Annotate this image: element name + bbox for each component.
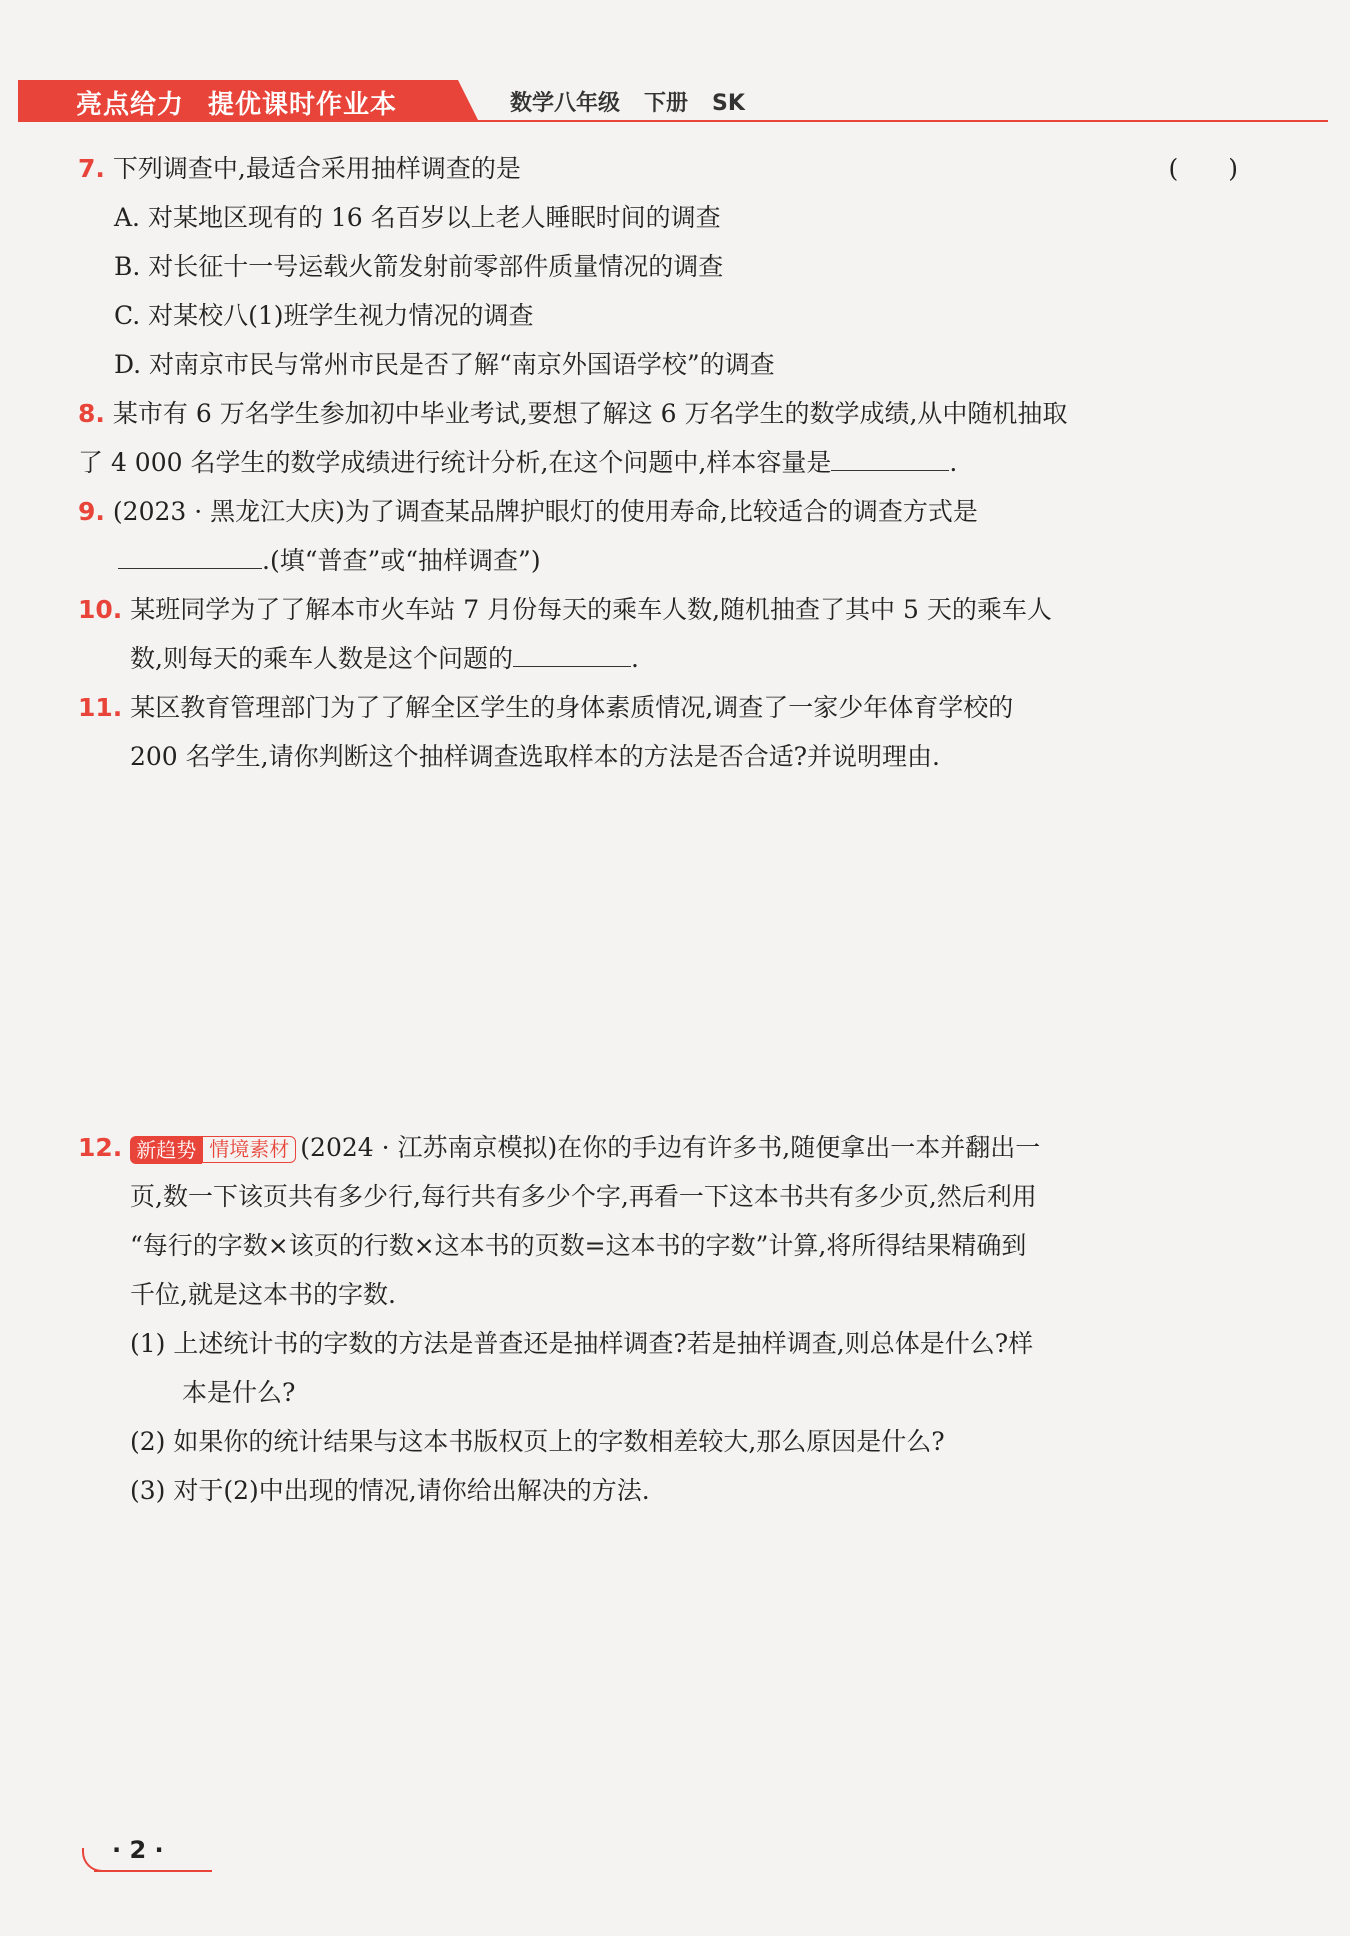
brand-sub: 提优课时作业本 [208, 90, 398, 120]
footer-curve-decoration [82, 1848, 106, 1872]
q7-option-b: B. 对长征十一号运载火箭发射前零部件质量情况的调查 [114, 252, 724, 281]
q7-number: 7. [78, 154, 105, 183]
q11-number: 11. [78, 693, 123, 722]
q10-text-1: 某班同学为了了解本市火车站 7 月份每天的乘车人数,随机抽查了其中 5 天的乘车人 [130, 595, 1052, 624]
footer-rule [94, 1870, 212, 1872]
q10-end: . [630, 644, 639, 673]
q12-sub-1a: (1) 上述统计书的字数的方法是普查还是抽样调查?若是抽样调查,则总体是什么?样 [130, 1329, 1034, 1358]
q9-line-1 [78, 487, 1238, 536]
question-9 [78, 487, 1238, 585]
q12-line-2: 页,数一下该页共有多少行,每行共有多少个字,再看一下这本书共有多少页,然后利用 [130, 1182, 1037, 1211]
brand-main: 亮点给力 [76, 90, 185, 120]
subject-label: 数学八年级 [510, 91, 621, 116]
q10-line-2 [78, 634, 1238, 683]
q11-line-2: 200 名学生,请你判断这个抽样调查选取样本的方法是否合适?并说明理由. [130, 742, 940, 771]
q9-text-2: .(填“普查”或“抽样调查”) [262, 546, 541, 575]
q11-line-1 [78, 683, 1238, 732]
page-footer [82, 1836, 212, 1876]
q8-line-1 [78, 389, 1238, 438]
q8-number: 8. [78, 399, 105, 428]
page-header [18, 80, 1328, 124]
q8-text-1: 某市有 6 万名学生参加初中毕业考试,要想了解这 6 万名学生的数学成绩,从中随机抽取 [112, 399, 1068, 428]
q12-sub-3: (3) 对于(2)中出现的情况,请你给出解决的方法. [130, 1476, 650, 1505]
q9-number: 9. [78, 497, 105, 526]
header-info [510, 86, 769, 117]
q12-sub-2: (2) 如果你的统计结果与这本书版权页上的字数相差较大,那么原因是什么? [130, 1427, 945, 1456]
q12-sub-1b: 本是什么? [182, 1378, 296, 1407]
q9-answer-blank[interactable] [118, 542, 262, 569]
q12-line-1 [78, 1123, 1238, 1172]
volume-label: 下册 [644, 91, 689, 116]
question-8 [78, 389, 1238, 487]
new-trend-tag: 新趋势 [130, 1136, 202, 1164]
question-11 [78, 683, 1238, 781]
q9-line-2 [78, 536, 1238, 585]
brand-title [76, 84, 397, 121]
q7-option-a: A. 对某地区现有的 16 名百岁以上老人睡眠时间的调查 [114, 203, 721, 232]
q7-stem: 下列调查中,最适合采用抽样调查的是 [112, 154, 521, 183]
page-number: · 2 · [112, 1836, 164, 1864]
q8-end: . [949, 448, 958, 477]
q8-answer-blank[interactable] [831, 444, 949, 471]
question-12 [78, 1123, 1238, 1515]
q9-text-1: (2023 · 黑龙江大庆)为了调查某品牌护眼灯的使用寿命,比较适合的调查方式是 [112, 497, 978, 526]
q12-line-3: “每行的字数×该页的行数×这本书的页数=这本书的字数”计算,将所得结果精确到 [130, 1231, 1027, 1260]
q10-line-1 [78, 585, 1238, 634]
question-10 [78, 585, 1238, 683]
q11-text-1: 某区教育管理部门为了了解全区学生的身体素质情况,调查了一家少年体育学校的 [130, 693, 1014, 722]
q7-option-c: C. 对某校八(1)班学生视力情况的调查 [114, 301, 534, 330]
q12-number: 12. [78, 1133, 123, 1162]
edition-label: SK [712, 91, 745, 116]
q12-text-1: (2024 · 江苏南京模拟)在你的手边有许多书,随便拿出一本并翻出一 [300, 1133, 1041, 1162]
q12-line-4: 千位,就是这本书的字数. [130, 1280, 396, 1309]
question-7 [78, 144, 1238, 389]
q8-line-2 [78, 438, 1238, 487]
q7-option-d: D. 对南京市民与常州市民是否了解“南京外国语学校”的调查 [114, 350, 775, 379]
q7-stem-line [78, 144, 1238, 193]
q7-answer-paren: ( ) [1168, 154, 1238, 183]
q10-answer-blank[interactable] [513, 640, 631, 667]
q10-text-2: 数,则每天的乘车人数是这个问题的 [130, 644, 513, 673]
q10-number: 10. [78, 595, 123, 624]
q8-text-2: 了 4 000 名学生的数学成绩进行统计分析,在这个问题中,样本容量是 [78, 448, 832, 477]
context-material-tag: 情境素材 [202, 1136, 296, 1163]
